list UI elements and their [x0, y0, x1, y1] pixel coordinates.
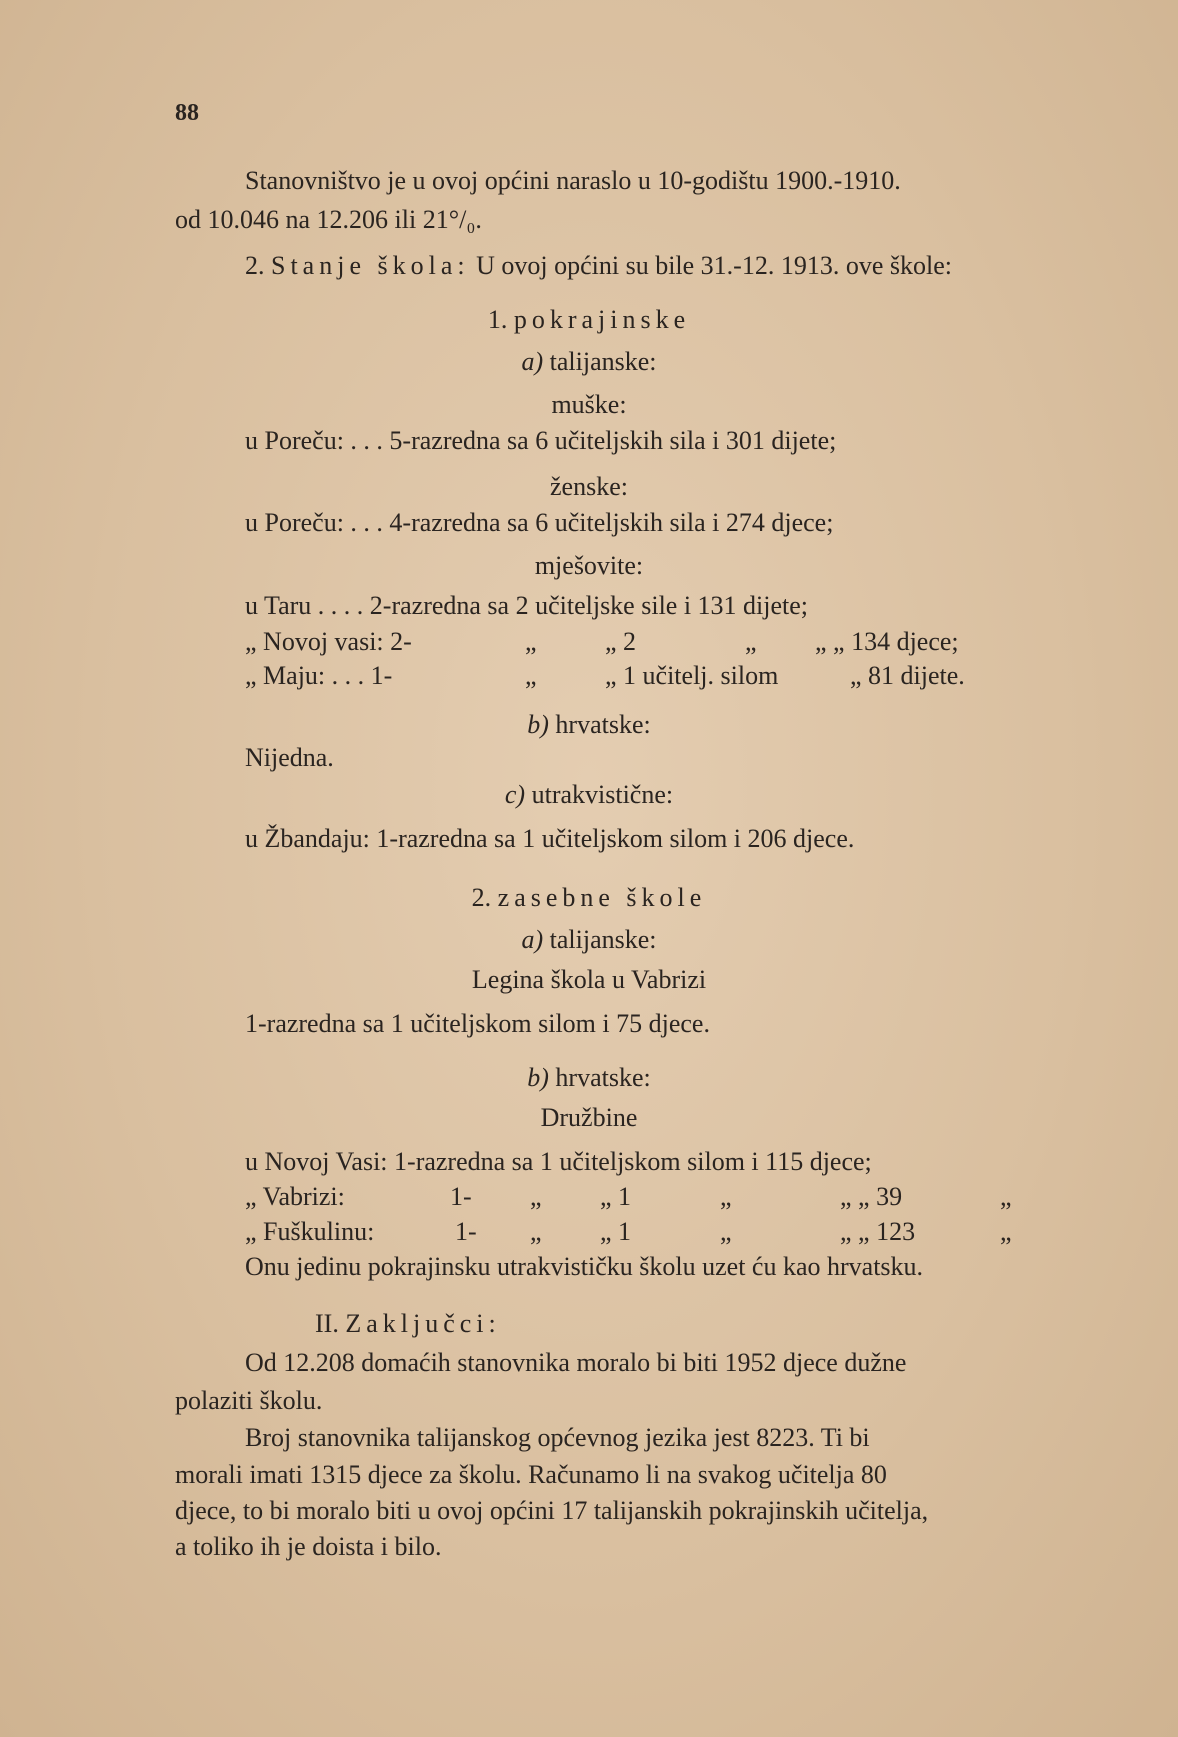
subheading-mark: a) — [521, 347, 544, 376]
heading-zasebne-skole — [0, 883, 1178, 913]
heading-text: zasebne škole — [497, 883, 707, 912]
col-pupils: „ „ 39 — [840, 1182, 903, 1211]
intro-line-2: od 10.046 na 12.206 ili 21°/₀. — [175, 205, 482, 234]
col-pupils: „ „ 134 djece; — [815, 627, 959, 656]
heading-zakljucci — [315, 1309, 501, 1339]
label-mjesovite: mješovite: — [534, 551, 644, 580]
label-muske: muške: — [551, 390, 627, 419]
entry-novoj-vasi-zasebna: u Novoj Vasi: 1-razredna sa 1 učiteljskom silom i 115 djece; — [245, 1147, 872, 1176]
entry-tar: u Taru . . . . 2-razredna sa 2 učiteljske sile i 131 dijete; — [245, 591, 809, 620]
heading-pokrajinske — [0, 305, 1178, 335]
subheading-hrvatske — [0, 710, 1178, 740]
col-ditto: „ — [720, 1182, 732, 1211]
section-heading-stanje-skola — [245, 251, 952, 281]
col-ditto: „ — [1000, 1182, 1012, 1211]
col-ditto: „ — [745, 627, 757, 656]
col-ditto: „ — [1000, 1217, 1012, 1246]
subheading-mark: b) — [527, 1063, 549, 1092]
section-title: Stanje škola: — [271, 251, 470, 280]
col-place: „ Maju: . . . 1- — [245, 661, 393, 690]
intro-text-1: Stanovništvo je u ovoj općini naraslo u 10-godištu 1900.-1910. — [245, 166, 901, 195]
subheading-mark: c) — [504, 780, 526, 809]
label-zenske: ženske: — [550, 472, 628, 501]
heading-text: Zaključci: — [345, 1309, 501, 1338]
col-pupils: „ „ 123 — [840, 1217, 916, 1246]
section-rest: U ovoj općini su bile 31.-12. 1913. ove škole: — [476, 251, 952, 280]
col-teachers: „ 1 — [600, 1182, 632, 1211]
col-teachers: „ 2 — [605, 627, 637, 656]
note-utrakvisticka: Onu jedinu pokrajinsku utrakvističku školu uzet ću kao hrvatsku. — [245, 1252, 924, 1281]
subheading-text: talijanske: — [549, 347, 657, 376]
col-ditto: „ — [525, 627, 537, 656]
col-grades: 1- — [455, 1217, 477, 1246]
col-place: „ Fuškulinu: — [245, 1217, 375, 1246]
entry-maju — [0, 661, 1178, 691]
paragraph-2-line-2: morali imati 1315 djece za školu. Računamo li na svakog učitelja 80 — [175, 1460, 887, 1489]
col-ditto: „ — [525, 661, 537, 690]
heading-text: pokrajinske — [513, 305, 691, 334]
heading-number: 1. — [487, 305, 508, 334]
heading-number: II. — [315, 1309, 339, 1338]
entry-porec-muske: u Poreču: . . . 5-razredna sa 6 učiteljskih sila i 301 dijete; — [245, 426, 837, 455]
page-number: 88 — [175, 100, 199, 126]
col-ditto: „ — [530, 1217, 542, 1246]
paragraph-2-line-3: djece, to bi moralo biti u ovoj općini 17 talijanskih pokrajinskih učitelja, — [175, 1496, 929, 1525]
paragraph-2-line-1: Broj stanovnika talijanskog općevnog jezika jest 8223. Ti bi — [245, 1423, 870, 1452]
col-ditto: „ — [530, 1182, 542, 1211]
subheading-text: utrakvistične: — [531, 780, 674, 809]
col-place: „ Vabrizi: — [245, 1182, 345, 1211]
col-ditto: „ — [720, 1217, 732, 1246]
entry-zbandaj: u Žbandaju: 1-razredna sa 1 učiteljskom silom i 206 djece. — [245, 824, 855, 853]
col-pupils: „ 81 dijete. — [850, 661, 965, 690]
col-grades: 1- — [450, 1182, 472, 1211]
paragraph-2-line-4: a toliko ih je doista i bilo. — [175, 1532, 442, 1561]
entry-novoj-vasi — [0, 627, 1178, 657]
section-number: 2. — [245, 251, 265, 280]
entry-vabrizi — [0, 1182, 1178, 1212]
label-legina-skola: Legina škola u Vabrizi — [471, 965, 707, 994]
heading-number: 2. — [471, 883, 492, 912]
col-teachers: „ 1 učitelj. silom — [605, 661, 779, 690]
text-nijedna: Nijedna. — [245, 743, 334, 772]
subheading-hrvatske-zasebne — [0, 1063, 1178, 1093]
paragraph-1-line-1: Od 12.208 domaćih stanovnika moralo bi biti 1952 djece dužne — [245, 1348, 907, 1377]
subheading-text: talijanske: — [549, 925, 657, 954]
subheading-mark: b) — [527, 710, 549, 739]
subheading-talijanske — [0, 347, 1178, 377]
paragraph-1-line-2: polaziti školu. — [175, 1386, 323, 1415]
subheading-utrakvisticne — [0, 780, 1178, 810]
subheading-text: hrvatske: — [555, 710, 651, 739]
subheading-text: hrvatske: — [555, 1063, 651, 1092]
subheading-mark: a) — [521, 925, 544, 954]
entry-porec-zenske: u Poreču: . . . 4-razredna sa 6 učiteljskih sila i 274 djece; — [245, 508, 834, 537]
label-druzbine: Družbine — [540, 1103, 638, 1132]
entry-legina: 1-razredna sa 1 učiteljskom silom i 75 djece. — [245, 1009, 710, 1038]
entry-fuskulinu — [0, 1217, 1178, 1247]
intro-line-1 — [245, 166, 1095, 196]
subheading-talijanske-zasebne — [0, 925, 1178, 955]
col-place: „ Novoj vasi: 2- — [245, 627, 412, 656]
col-teachers: „ 1 — [600, 1217, 632, 1246]
